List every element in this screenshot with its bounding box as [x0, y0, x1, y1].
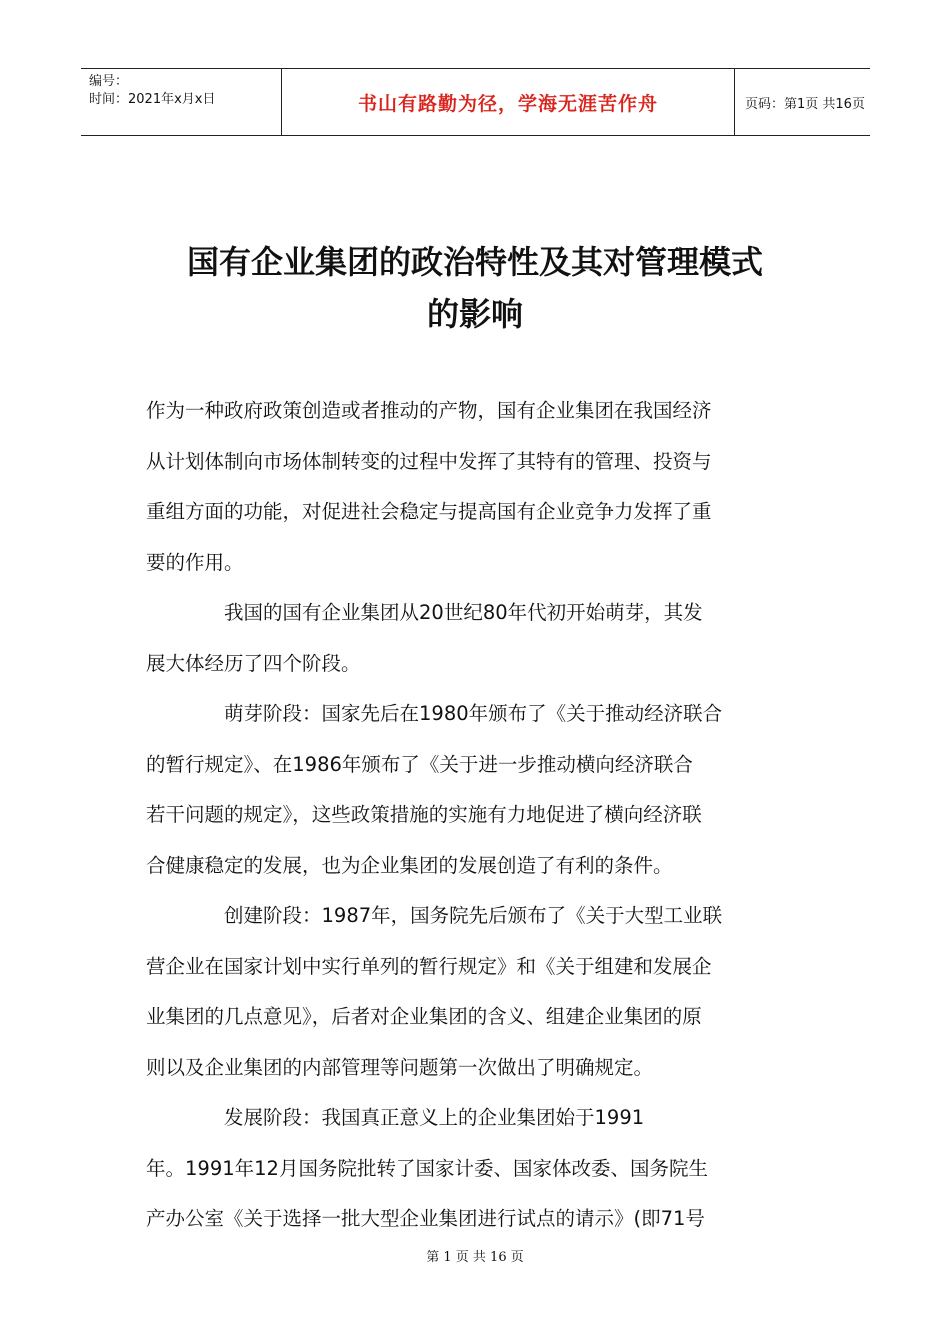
body-line: 年。1991年12月国务院批转了国家计委、国家体改委、国务院生 [146, 1156, 708, 1180]
body-line: 从计划体制向市场体制转变的过程中发挥了其特有的管理、投资与 [146, 449, 712, 473]
page-header [81, 68, 870, 136]
body-line: 创建阶段：1987年，国务院先后颁布了《关于大型工业联 [224, 904, 723, 927]
title-line: 国有企业集团的政治特性及其对管理模式 [186, 243, 763, 281]
body-line: 营企业在国家计划中实行单列的暂行规定》和《关于组建和发展企 [146, 954, 712, 978]
title-line: 的影响 [426, 295, 523, 333]
header-motto: 书山有路勤为径，学海无涯苦作舟 [357, 92, 658, 115]
body-line: 作为一种政府政策创造或者推动的产物，国有企业集团在我国经济 [146, 399, 712, 422]
header-meta [81, 69, 281, 135]
body-line: 若干问题的规定》，这些政策措施的实施有力地促进了横向经济联 [146, 803, 702, 826]
header-page-info: 页码：第1页 共16页 [745, 96, 865, 112]
body-line: 重组方面的功能，对促进社会稳定与提高国有企业竞争力发挥了重 [146, 500, 712, 523]
page-footer: 第 1 页 共 16 页 [426, 1250, 524, 1265]
body-line: 业集团的几点意见》，后者对企业集团的含义、组建企业集团的原 [146, 1005, 702, 1028]
body-line: 合健康稳定的发展，也为企业集团的发展创造了有利的条件。 [146, 853, 673, 877]
body-line: 的暂行规定》、在1986年颁布了《关于进一步推动横向经济联合 [146, 752, 693, 776]
document-title [120, 236, 830, 340]
body-line: 要的作用。 [146, 550, 244, 574]
body-line: 展大体经历了四个阶段。 [146, 651, 361, 675]
time-label: 时间：2021年x月x日 [89, 92, 216, 107]
body-line: 我国的国有企业集团从20世纪80年代初开始萌芽，其发 [224, 601, 703, 624]
body-line: 发展阶段：我国真正意义上的企业集团始于1991 [224, 1106, 645, 1129]
body-line: 则以及企业集团的内部管理等问题第一次做出了明确规定。 [146, 1055, 654, 1079]
number-label: 编号： [89, 74, 129, 89]
header-motto-cell [281, 69, 735, 135]
document-body [146, 386, 806, 1245]
body-line: 萌芽阶段：国家先后在1980年颁布了《关于推动经济联合 [224, 702, 723, 725]
body-line: 产办公室《关于选择一批大型企业集团进行试点的请示》(即71号 [146, 1207, 705, 1230]
